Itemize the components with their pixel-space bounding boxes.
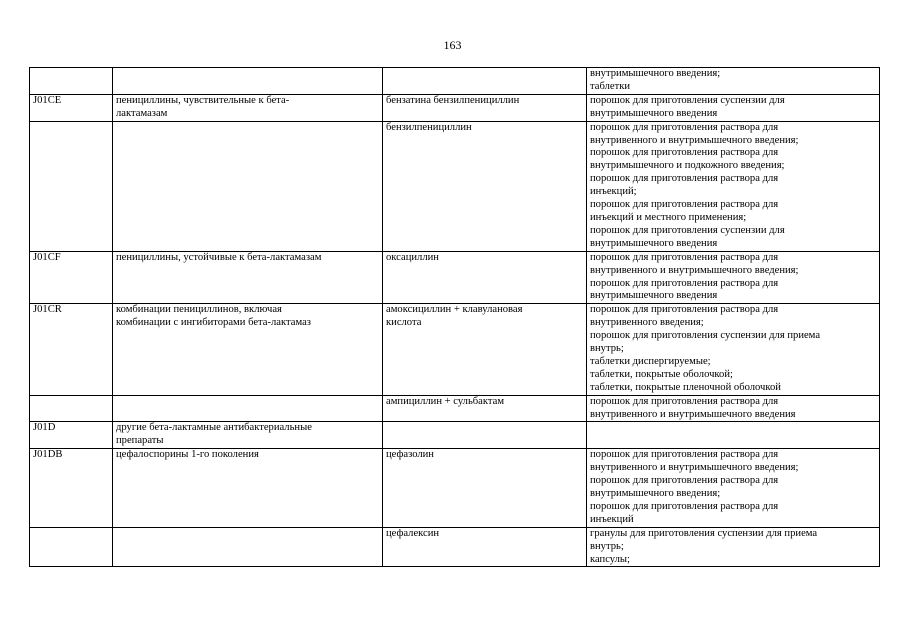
dosage-forms-line: порошок для приготовления раствора для bbox=[590, 475, 779, 487]
group-name-line: комбинации с ингибиторами бета-лактамаз bbox=[116, 317, 311, 329]
group-name-line: пенициллины, чувствительные к бета- bbox=[116, 94, 290, 106]
dosage-forms-cell bbox=[587, 251, 880, 304]
atc-code: J01CF bbox=[33, 251, 61, 263]
group-name-cell bbox=[113, 304, 383, 395]
dosage-forms-line: порошок для приготовления суспензии для bbox=[590, 94, 785, 106]
dosage-forms-line: порошок для приготовления раствора для bbox=[590, 147, 779, 159]
dosage-forms-line: порошок для приготовления суспензии для приема bbox=[590, 330, 821, 342]
dosage-forms-line: таблетки диспергируемые; bbox=[590, 355, 711, 367]
table-row bbox=[30, 449, 880, 527]
table-row bbox=[30, 527, 880, 567]
atc-code: J01DB bbox=[33, 449, 63, 461]
dosage-forms-line: порошок для приготовления раствора для bbox=[590, 121, 779, 133]
group-name-cell bbox=[113, 449, 383, 527]
dosage-forms-line: внутримышечного введения; bbox=[590, 488, 721, 499]
drug-table bbox=[29, 67, 880, 567]
dosage-forms-line: инъекций; bbox=[590, 186, 637, 198]
dosage-forms-line: порошок для приготовления раствора для bbox=[590, 449, 779, 461]
dosage-forms-cell bbox=[587, 121, 880, 251]
atc-code-cell bbox=[30, 304, 113, 395]
atc-code-cell bbox=[30, 449, 113, 527]
group-name-line: препараты bbox=[116, 435, 164, 447]
dosage-forms-line: порошок для приготовления суспензии для bbox=[590, 224, 785, 236]
group-name-line: комбинации пенициллинов, включая bbox=[116, 304, 282, 316]
group-name-line: пенициллины, устойчивые к бета-лактамазам bbox=[116, 251, 322, 263]
dosage-forms-line: внутримышечного введения bbox=[590, 107, 718, 119]
group-name-cell bbox=[113, 251, 383, 304]
group-name-cell bbox=[113, 527, 383, 567]
dosage-forms-line: внутривенного и внутримышечного введения; bbox=[590, 264, 799, 276]
group-name-line: цефалоспорины 1-го поколения bbox=[116, 449, 259, 461]
dosage-forms-line: гранулы для приготовления суспензии для приема bbox=[590, 527, 818, 539]
atc-code: J01CR bbox=[33, 304, 62, 316]
group-name-line: другие бета-лактамные антибактериальные bbox=[116, 422, 312, 434]
dosage-forms-line: внутримышечного введения; bbox=[590, 68, 721, 79]
dosage-forms-cell bbox=[587, 422, 880, 449]
dosage-forms-line: внутрь; bbox=[590, 343, 624, 355]
table-row bbox=[30, 304, 880, 395]
dosage-forms-line: порошок для приготовления раствора для bbox=[590, 173, 779, 185]
dosage-forms-line: внутривенного и внутримышечного введения bbox=[590, 408, 796, 420]
dosage-forms-line: таблетки bbox=[590, 80, 631, 92]
dosage-forms-line: инъекций и местного применения; bbox=[590, 211, 747, 223]
group-name-cell bbox=[113, 68, 383, 95]
dosage-forms-line: внутримышечного введения bbox=[590, 290, 718, 302]
drug-name-cell bbox=[383, 68, 587, 95]
dosage-forms-line: инъекций bbox=[590, 513, 634, 525]
dosage-forms-line: внутрь; bbox=[590, 540, 624, 552]
table-row bbox=[30, 68, 880, 95]
atc-code-cell bbox=[30, 422, 113, 449]
group-name-line: лактамазам bbox=[116, 107, 168, 119]
dosage-forms-line: порошок для приготовления раствора для bbox=[590, 251, 779, 263]
dosage-forms-cell bbox=[587, 304, 880, 395]
drug-name-cell bbox=[383, 449, 587, 527]
drug-name-cell bbox=[383, 304, 587, 395]
dosage-forms-line: порошок для приготовления раствора для bbox=[590, 199, 779, 211]
table-row bbox=[30, 94, 880, 121]
drug-name-cell bbox=[383, 251, 587, 304]
atc-code-cell bbox=[30, 94, 113, 121]
dosage-forms-line: порошок для приготовления раствора для bbox=[590, 277, 779, 289]
group-name-cell bbox=[113, 94, 383, 121]
drug-name-line: кислота bbox=[386, 317, 422, 329]
dosage-forms-line: внутримышечного введения bbox=[590, 237, 718, 249]
drug-name-line: цефалексин bbox=[386, 527, 440, 539]
dosage-forms-line: внутривенного и внутримышечного введения; bbox=[590, 134, 799, 146]
dosage-forms-line: таблетки, покрытые оболочкой; bbox=[590, 368, 733, 380]
atc-code-cell bbox=[30, 121, 113, 251]
group-name-cell bbox=[113, 121, 383, 251]
drug-name-cell bbox=[383, 527, 587, 567]
dosage-forms-line: внутривенного и внутримышечного введения; bbox=[590, 462, 799, 474]
atc-code: J01D bbox=[33, 422, 56, 434]
table-row bbox=[30, 121, 880, 251]
drug-name-line: ампициллин + сульбактам bbox=[386, 395, 505, 407]
dosage-forms-cell bbox=[587, 395, 880, 422]
page-number: 163 bbox=[443, 38, 462, 52]
dosage-forms-cell bbox=[587, 527, 880, 567]
drug-name-line: амоксициллин + клавулановая bbox=[386, 304, 523, 316]
atc-code-cell bbox=[30, 395, 113, 422]
drug-name-line: цефазолин bbox=[386, 449, 434, 461]
dosage-forms-cell bbox=[587, 68, 880, 95]
drug-name-cell bbox=[383, 94, 587, 121]
drug-name-cell bbox=[383, 422, 587, 449]
atc-code-cell bbox=[30, 527, 113, 567]
dosage-forms-line: капсулы; bbox=[590, 553, 630, 565]
atc-code-cell bbox=[30, 251, 113, 304]
dosage-forms-line: таблетки, покрытые пленочной оболочкой bbox=[590, 381, 781, 393]
dosage-forms-line: порошок для приготовления раствора для bbox=[590, 500, 779, 512]
dosage-forms-cell bbox=[587, 94, 880, 121]
atc-code: J01CE bbox=[33, 94, 62, 106]
dosage-forms-line: порошок для приготовления раствора для bbox=[590, 304, 779, 316]
drug-name-cell bbox=[383, 395, 587, 422]
table-row bbox=[30, 251, 880, 304]
group-name-cell bbox=[113, 422, 383, 449]
drug-name-cell bbox=[383, 121, 587, 251]
table-row bbox=[30, 395, 880, 422]
dosage-forms-line: внутривенного введения; bbox=[590, 317, 704, 329]
dosage-forms-line: внутримышечного и подкожного введения; bbox=[590, 160, 785, 172]
group-name-cell bbox=[113, 395, 383, 422]
table-row bbox=[30, 422, 880, 449]
atc-code-cell bbox=[30, 68, 113, 95]
drug-name-line: бензилпенициллин bbox=[386, 121, 472, 133]
drug-name-line: бензатина бензилпенициллин bbox=[386, 94, 520, 106]
dosage-forms-line: порошок для приготовления раствора для bbox=[590, 395, 779, 407]
drug-name-line: оксациллин bbox=[386, 251, 439, 263]
table-body bbox=[30, 68, 880, 567]
dosage-forms-cell bbox=[587, 449, 880, 527]
